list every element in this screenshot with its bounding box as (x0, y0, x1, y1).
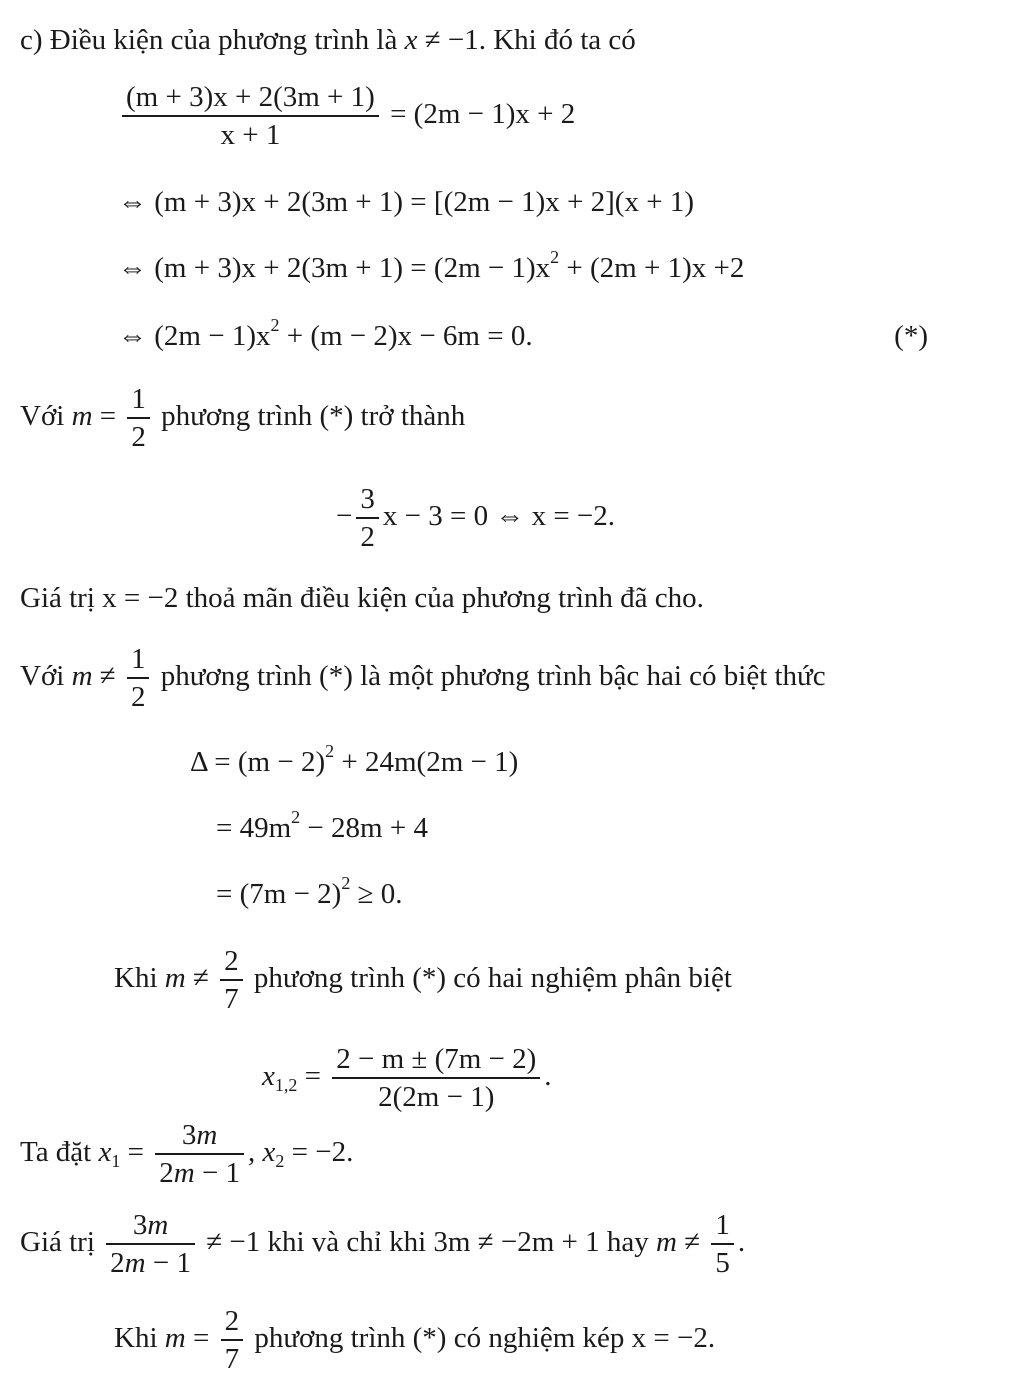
case-m-not-half: Với m ≠ $\frac{1}{2}$ phương trình (*) là một phương trình bậc hai có biệt thức (20, 643, 826, 714)
equation-original: $\frac{(m + 3)x + 2(3m + 1)}{x + 1}$ = (2m − 1)x + 2 (118, 82, 575, 151)
case-double-root: Khi m = $\frac{2}{7}$ phương trình (*) có nghiệm kép x = −2. (114, 1305, 716, 1376)
roots-formula: $x_{1,2}$ = $\frac{2 - m \pm (7m - 2)}{2(2m - 1)}$ . (262, 1043, 552, 1114)
line-value-check: Giá trị $\frac{3m}{2m - 1}$ ≠ −1 khi và chỉ khi 3m ≠ −2m + 1 hay m ≠ $\frac{1}{5}$ . (20, 1209, 746, 1280)
case-m-half: Với m = $\frac{1}{2}$ phương trình (*) trở thành (20, 383, 466, 454)
line-condition: c) Điều kiện của phương trình là x ≠ −1. Khi đó ta có (20, 24, 636, 56)
line-check: Giá trị x = −2 thoả mãn điều kiện của phương trình đã cho. (20, 582, 704, 614)
discriminant-1: $\Delta = (m - 2)^2 + 24m(2m - 1)$ (190, 741, 519, 778)
case-two-roots: Khi m ≠ $\frac{2}{7}$ phương trình (*) có hai nghiệm phân biệt (114, 945, 732, 1016)
fraction: $\frac{(m + 3)x + 2(3m + 1)}{x + 1}$ (122, 82, 379, 151)
equation-linear: − $\frac{3}{2}$ x − 3 = 0 ⇔ x = −2. (336, 483, 616, 554)
equation-step-1: ⇔ (m + 3)x + 2(3m + 1) = [(2m − 1)x + 2](x + 1) (118, 186, 694, 218)
equation-star: ⇔ $(2m - 1)x^2 + (m - 2)x - 6m = 0$. (*) (118, 315, 928, 352)
equation-step-2: ⇔ $(m + 3)x + 2(3m + 1) = (2m - 1)x^2 + (2m + 1)x +2$ (118, 247, 745, 284)
discriminant-3: = $(7m - 2)^2 \ge 0$. (216, 873, 403, 910)
equation-tag: (*) (894, 320, 928, 352)
roots-values: Ta đặt $x_1$ = $\frac{3m}{2m - 1}$ , $x_2 = -2$. (20, 1119, 354, 1190)
discriminant-2: = $49m^2 - 28m + 4$ (216, 807, 428, 844)
